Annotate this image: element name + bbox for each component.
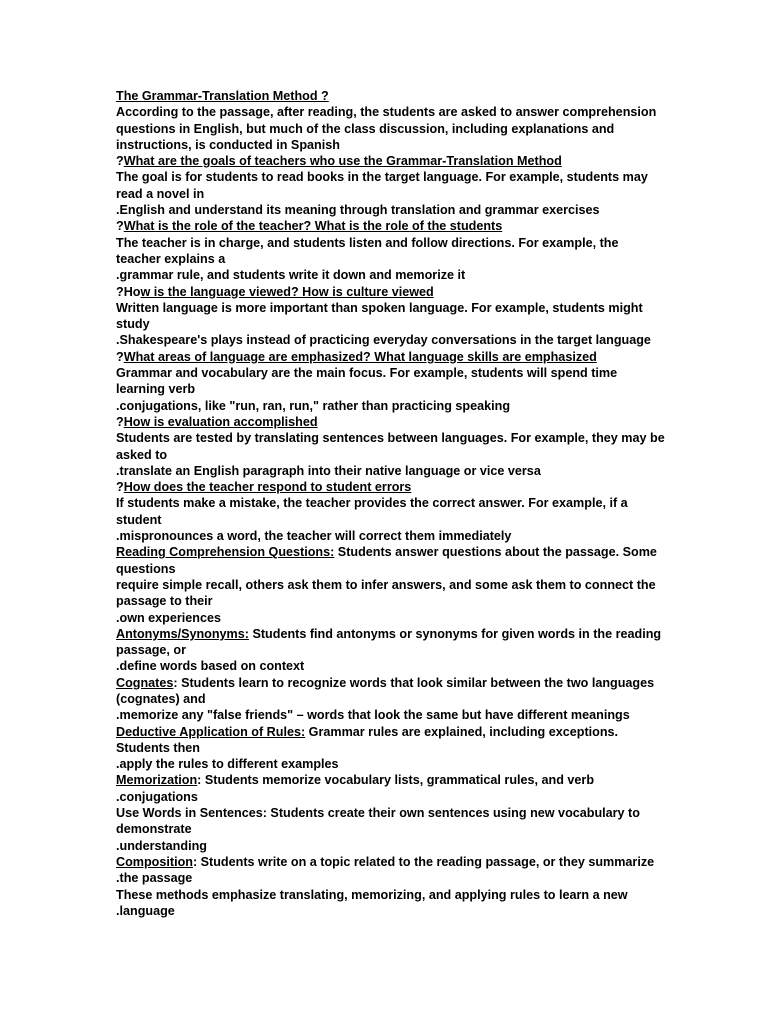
text-line — [116, 561, 656, 577]
line-text: (cognates) and — [116, 691, 206, 706]
line-text: .conjugations — [116, 789, 198, 804]
line-text: ? — [116, 349, 124, 364]
text-line — [116, 235, 656, 251]
text-line — [116, 267, 656, 283]
line-text: According to the passage, after reading, the students are asked to answer comprehension — [116, 105, 657, 120]
line-text: .English and understand its meaning through translation and grammar exercises — [116, 203, 600, 218]
line-text: .understanding — [116, 838, 207, 853]
line-text: asked to — [116, 447, 168, 462]
line-text: teacher explains a — [116, 251, 226, 266]
text-line — [116, 805, 656, 821]
text-line — [116, 740, 656, 756]
line-text: These methods emphasize translating, memorizing, and applying rules to learn a new — [116, 887, 628, 902]
text-line — [116, 88, 656, 104]
line-text: questions — [116, 561, 176, 576]
text-line — [116, 528, 656, 544]
line-text: .mispronounces a word, the teacher will correct them immediately — [116, 529, 512, 544]
text-line — [116, 512, 656, 528]
text-line — [116, 691, 656, 707]
text-line — [116, 854, 656, 870]
text-line — [116, 870, 656, 886]
text-line — [116, 284, 656, 300]
line-text: : Students write on a topic related to the reading passage, or they summarize — [192, 854, 655, 869]
text-line — [116, 121, 656, 137]
underlined-question: What is the role of the teacher? What is the role of the students — [123, 219, 503, 234]
line-text: demonstrate — [116, 822, 192, 837]
line-text: passage, or — [116, 643, 186, 658]
text-line — [116, 251, 656, 267]
text-line — [116, 104, 656, 120]
line-text: Use Words in Sentences: Students create their own sentences using new vocabulary to — [116, 806, 640, 821]
text-line — [116, 365, 656, 381]
text-line — [116, 724, 656, 740]
text-line — [116, 479, 656, 495]
line-text: .apply the rules to different examples — [116, 757, 339, 772]
line-text: : Students learn to recognize words that look similar between the two languages — [173, 675, 655, 690]
line-text: ?Ho — [116, 284, 141, 299]
underlined-heading: Memorization — [116, 773, 198, 788]
line-text: .the passage — [116, 871, 193, 886]
line-text: Grammar rules are explained, including exceptions. — [305, 724, 619, 739]
text-line — [116, 169, 656, 185]
line-text: read a novel in — [116, 186, 205, 201]
text-line — [116, 447, 656, 463]
text-line — [116, 903, 656, 919]
underlined-heading: Deductive Application of Rules: — [116, 724, 306, 739]
text-line — [116, 398, 656, 414]
underlined-heading: The Grammar-Translation Method ? — [116, 89, 329, 103]
line-text: .Shakespeare's plays instead of practicing everyday conversations in the target language — [116, 333, 651, 348]
text-line — [116, 202, 656, 218]
text-line — [116, 316, 656, 332]
text-line — [116, 544, 656, 560]
text-line — [116, 626, 662, 642]
document-body — [116, 88, 665, 919]
line-text: ? — [116, 414, 124, 429]
line-text: .translate an English paragraph into their native language or vice versa — [116, 463, 541, 478]
line-text: Students then — [116, 740, 200, 755]
line-text: Students are tested by translating sentences between languages. For example, they may be — [116, 431, 665, 446]
underlined-question: How is evaluation accomplished — [123, 414, 318, 429]
text-line — [116, 821, 656, 837]
text-line — [116, 675, 656, 691]
text-line — [116, 593, 656, 609]
text-line — [116, 789, 656, 805]
text-line — [116, 430, 665, 446]
underlined-question: What are the goals of teachers who use the Grammar-Translation Method — [123, 154, 562, 169]
line-text: ? — [116, 480, 124, 495]
text-line — [116, 332, 656, 348]
text-line — [116, 186, 656, 202]
line-text: Grammar and vocabulary are the main focus. For example, students will spend time — [116, 366, 618, 381]
line-text: Students find antonyms or synonyms for given words in the reading — [248, 626, 662, 641]
line-text: ? — [116, 219, 124, 234]
line-text: .grammar rule, and students write it down and memorize it — [116, 268, 466, 283]
line-text: ? — [116, 154, 124, 169]
line-text: Students answer questions about the passage. Some — [334, 545, 657, 560]
text-line — [116, 707, 656, 723]
line-text: The teacher is in charge, and students listen and follow directions. For example, the — [116, 235, 619, 250]
text-line — [116, 642, 656, 658]
text-line — [116, 756, 656, 772]
underlined-heading: Antonyms/Synonyms: — [116, 626, 249, 641]
text-line — [116, 887, 656, 903]
text-line — [116, 218, 656, 234]
line-text: If students make a mistake, the teacher provides the correct answer. For example, if a — [116, 496, 628, 511]
text-line — [116, 349, 656, 365]
text-line — [116, 414, 656, 430]
text-line — [116, 495, 656, 511]
line-text: student — [116, 512, 162, 527]
text-line — [116, 381, 656, 397]
underlined-heading: Composition — [116, 854, 193, 869]
line-text: instructions, is conducted in Spanish — [116, 137, 340, 152]
underlined-question: How does the teacher respond to student errors — [123, 480, 412, 495]
line-text: require simple recall, others ask them to infer answers, and some ask them to connect the — [116, 577, 656, 592]
text-line — [116, 153, 656, 169]
line-text: .own experiences — [116, 610, 221, 625]
line-text: .language — [116, 903, 175, 918]
line-text: The goal is for students to read books in the target language. For example, students may — [116, 170, 648, 185]
line-text: learning verb — [116, 382, 196, 397]
text-line — [116, 463, 656, 479]
line-text: Written language is more important than spoken language. For example, students might — [116, 300, 643, 315]
text-line — [116, 772, 656, 788]
line-text: study — [116, 317, 150, 332]
line-text: .conjugations, like "run, ran, run," rather than practicing speaking — [116, 398, 511, 413]
text-line — [116, 610, 656, 626]
text-line — [116, 577, 656, 593]
line-text: : Students memorize vocabulary lists, grammatical rules, and verb — [197, 773, 595, 788]
line-text: questions in English, but much of the class discussion, including explanations and — [116, 121, 615, 136]
line-text: passage to their — [116, 594, 213, 609]
underlined-heading: Cognates — [116, 675, 174, 690]
line-text: .define words based on context — [116, 659, 305, 674]
text-line — [116, 300, 656, 316]
underlined-question: What areas of language are emphasized? What language skills are emphasized — [123, 349, 597, 364]
text-line — [116, 838, 656, 854]
underlined-question: w is the language viewed? How is culture viewed — [140, 284, 434, 299]
line-text: .memorize any "false friends" – words that look the same but have different meanings — [116, 708, 630, 723]
text-line — [116, 137, 656, 153]
text-line — [116, 658, 656, 674]
underlined-heading: Reading Comprehension Questions: — [116, 545, 335, 560]
